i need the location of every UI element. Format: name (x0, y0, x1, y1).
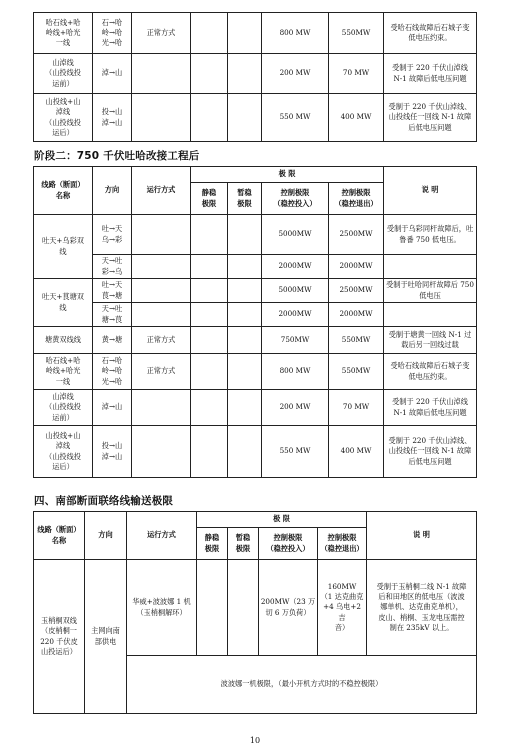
run-mode (132, 390, 191, 426)
line-name: 哈石线+哈 岭线+哈光 一线 (34, 354, 93, 390)
note: 受制于吐哈同杆故障后 750 低电压 (384, 279, 477, 303)
direction: 投→山 淖→山 (93, 426, 132, 478)
note: 受制于 220 千伏山淖线 N-1 故障后低电压问题 (384, 54, 477, 94)
header-direction: 方向 (85, 512, 127, 560)
table-row (34, 390, 477, 426)
run-mode (132, 215, 191, 255)
section-heading-south: 四、南部断面联络线输送极限 (34, 495, 174, 507)
page-number: 10 (249, 736, 261, 745)
control-limit-in: 800 MW (262, 13, 329, 54)
control-limit-out: 70 MW (329, 54, 384, 94)
control-limit-out: 400 MW (329, 94, 384, 142)
control-limit-in: 5000MW (262, 279, 329, 303)
header-mode: 运行方式 (132, 167, 191, 215)
header-static: 静稳 极限 (191, 183, 228, 215)
section-heading-stage2: 阶段二：750 千伏吐哈改接工程后 (34, 150, 200, 162)
table-row (34, 327, 477, 354)
control-limit-in: 2000MW (262, 303, 329, 327)
direction: 淖→山 (93, 54, 132, 94)
note: 受制于 220 千伏山淖线 N-1 故障后低电压问题 (384, 390, 477, 426)
control-limit-out: 550MW (329, 354, 384, 390)
note (384, 303, 477, 327)
line-name: 山淖线 （山投线投 运前） (34, 54, 93, 94)
table-row (34, 94, 477, 142)
line-name: 哈石线+哈 岭线+哈光 一线 (34, 13, 93, 54)
table-header-row (34, 512, 477, 528)
note: 受制于 220 千伏山淖线、 山投线任一回线 N-1 故障 后低电压问题 (384, 426, 477, 478)
line-name: 吐天+乌彩双 线 (34, 215, 93, 279)
header-name: 线路（断面） 名称 (34, 167, 93, 215)
table-row (34, 426, 477, 478)
control-limit-in: 200MW（23 万 切 6 万负荷） (259, 560, 318, 656)
table-row (34, 560, 477, 656)
control-limit-out: 550MW (329, 327, 384, 354)
table-continuation (33, 12, 477, 142)
run-mode: 华威+波波娜 1 机 （玉梢桐解环） (127, 560, 197, 656)
note: 受制于 220 千伏山淖线、 山投线任一回线 N-1 故障 后低电压问题 (384, 94, 477, 142)
table-south (33, 511, 477, 714)
header-transient: 暂稳 极限 (228, 528, 259, 560)
table-row (34, 303, 477, 327)
table-row (34, 354, 477, 390)
direction: 主网向南 部供电 (85, 560, 127, 714)
header-note: 说 明 (367, 512, 477, 560)
note: 受制于乌彩同杆故障后，吐 鲁番 750 低电压。 (384, 215, 477, 255)
table-row (34, 215, 477, 255)
control-limit-out: 2000MW (329, 255, 384, 279)
control-limit-out: 400 MW (329, 426, 384, 478)
table-row (34, 13, 477, 54)
run-mode (132, 54, 191, 94)
header-control-out: 控制极限 （稳控退出） (329, 183, 384, 215)
control-limit-out: 2000MW (329, 303, 384, 327)
header-control-in: 控制极限 （稳控投入） (259, 528, 318, 560)
control-limit-out: 550MW (329, 13, 384, 54)
control-limit-out: 2500MW (329, 279, 384, 303)
direction: 石→哈 岭→哈 光→哈 (93, 354, 132, 390)
note: 受制于玉梢桐二线 N-1 故障 后和田地区的低电压（波波 娜单机、达克曲克单机）， 皮山、梢桐、玉龙电压需控 制在 235kV 以上。 (367, 560, 477, 656)
table-row (34, 279, 477, 303)
control-limit-in: 550 MW (262, 94, 329, 142)
line-name: 山投线+山 淖线 （山投线投 运后） (34, 426, 93, 478)
table-row (34, 54, 477, 94)
line-name: 山淖线 （山投线投 运前） (34, 390, 93, 426)
control-limit-out: 2500MW (329, 215, 384, 255)
footer-note: 波波娜一机极限，（最小开机方式时的不稳控极限） (127, 656, 477, 714)
control-limit-in: 200 MW (262, 390, 329, 426)
control-limit-in: 200 MW (262, 54, 329, 94)
header-note: 说 明 (384, 167, 477, 215)
note: 受哈石线故障后石城子变 低电压约束。 (384, 354, 477, 390)
control-limit-out: 70 MW (329, 390, 384, 426)
direction: 天→吐 彩→乌 (93, 255, 132, 279)
header-mode: 运行方式 (127, 512, 197, 560)
control-limit-in: 550 MW (262, 426, 329, 478)
direction: 吐→天 乌→彩 (93, 215, 132, 255)
line-name: 玉梢桐双线 （皮梢桐一 220 千伏皮 山投运后） (34, 560, 85, 714)
header-transient: 暂稳 极限 (228, 183, 262, 215)
table-stage2 (33, 166, 477, 478)
control-limit-in: 800 MW (262, 354, 329, 390)
run-mode: 正常方式 (132, 327, 191, 354)
header-name: 线路（断面） 名称 (34, 512, 85, 560)
run-mode (132, 426, 191, 478)
header-limit: 极 限 (191, 167, 384, 183)
direction: 天→吐 塘→茛 (93, 303, 132, 327)
line-name: 吐天+茛塘双 线 (34, 279, 93, 327)
run-mode: 正常方式 (132, 354, 191, 390)
control-limit-in: 5000MW (262, 215, 329, 255)
note (384, 255, 477, 279)
run-mode (132, 94, 191, 142)
line-name: 山投线+山 淖线 （山投线投 运后） (34, 94, 93, 142)
table-header-row (34, 167, 477, 183)
direction: 黄→塘 (93, 327, 132, 354)
direction: 投→山 淖→山 (93, 94, 132, 142)
note: 受制于塘黄一回线 N-1 过 载后另一回线过载 (384, 327, 477, 354)
run-mode: 正常方式 (132, 13, 191, 54)
control-limit-in: 750MW (262, 327, 329, 354)
direction: 石→哈 岭→哈 光→哈 (93, 13, 132, 54)
header-static: 静稳 极限 (197, 528, 228, 560)
table-row (34, 255, 477, 279)
header-limit: 极 限 (197, 512, 367, 528)
header-direction: 方向 (93, 167, 132, 215)
direction: 淖→山 (93, 390, 132, 426)
note: 受哈石线故障后石城子变 低电压约束。 (384, 13, 477, 54)
direction: 吐→天 茛→塘 (93, 279, 132, 303)
header-control-out: 控制极限 （稳控退出） (318, 528, 367, 560)
control-limit-out: 160MW （1 达克曲克 +4 乌电+2 吉 音） (318, 560, 367, 656)
control-limit-in: 2000MW (262, 255, 329, 279)
header-control-in: 控制极限 （稳控投入） (262, 183, 329, 215)
line-name: 塘黄双线线 (34, 327, 93, 354)
